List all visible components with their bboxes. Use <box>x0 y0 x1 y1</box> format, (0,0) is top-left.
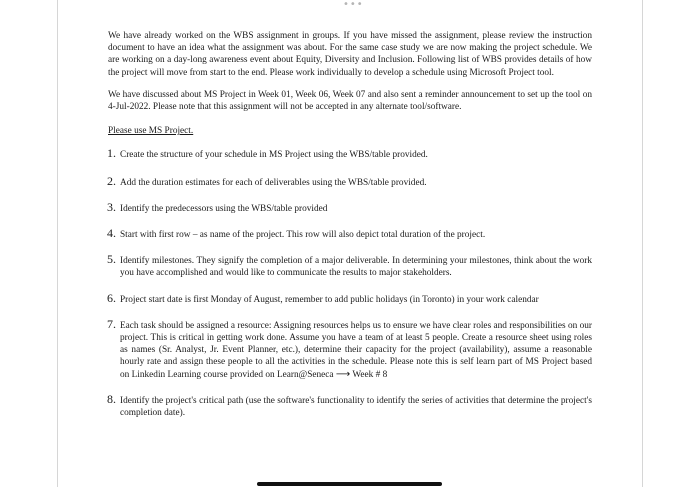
ms-project-paragraph: We have discussed about MS Project in Week 01, Week 06, Week 07 and also sent a reminder announcement to set up the tool on 4-Jul-2022. Please note that this assignment will not be accepted in any alternate tool/software. <box>108 89 592 113</box>
horizontal-scrollbar[interactable] <box>257 482 442 486</box>
task-text: Identify milestones. They signify the completion of a major deliverable. In determining your milestones, think about the work you have accomplished and would like to communicate the results to major stakeholders. <box>120 256 592 279</box>
task-number: 6. <box>107 290 116 305</box>
task-text: Start with first row – as name of the project. This row will also depict total duration of the project. <box>120 230 486 241</box>
left-page-border <box>57 0 58 487</box>
task-item <box>107 290 592 306</box>
task-item <box>107 316 592 381</box>
document-body <box>108 30 592 419</box>
task-number: 2. <box>107 173 116 188</box>
task-text-wrapper <box>120 320 592 381</box>
task-item <box>107 173 592 189</box>
intro-paragraph: We have already worked on the WBS assignment in groups. If you have missed the assignment, please review the instruction document to have an idea what the assignment was about. For the same case study we are now making the project schedule. We are working on a day-long awareness event about Equity, Diversity and Inclusion. Following list of WBS provides details of how the project will move from start to the end. Please work individually to develop a schedule using Microsoft Project tool. <box>108 31 592 78</box>
task-text: Project start date is first Monday of August, remember to add public holidays (in Toronto) in your work calendar <box>120 294 539 305</box>
task-number: 8. <box>107 391 116 406</box>
task-number: 4. <box>107 226 116 241</box>
task-number: 3. <box>107 199 116 214</box>
task-item <box>107 199 592 215</box>
please-use-heading: Please use MS Project. <box>108 126 194 137</box>
task-item <box>107 252 592 279</box>
task-text: Identify the predecessors using the WBS/table provided <box>120 203 328 214</box>
task-number: 5. <box>107 252 116 267</box>
task-item <box>107 146 592 161</box>
arrow-icon: ⟶ <box>335 368 351 380</box>
task-text: Create the structure of your schedule in MS Project using the WBS/table provided. <box>120 150 428 161</box>
more-options-icon[interactable]: ••• <box>343 0 364 10</box>
task-item <box>107 226 592 241</box>
task-text: Add the duration estimates for each of deliverables using the WBS/table provided. <box>120 177 427 188</box>
task-item <box>107 391 592 419</box>
week-reference: Week # 8 <box>352 369 388 380</box>
task-text: Identify the project's critical path (use the software's functionality to identify the series of activities that determine the project's completion date). <box>120 395 592 419</box>
task-list <box>107 146 592 419</box>
task-number: 1. <box>107 146 116 161</box>
task-text: Each task should be assigned a resource: Assigning resources helps us to ensure we have clear roles and responsibilities on our project. This is critical in getting work done. Assume you have a team of at least 5 people. Create a resource sheet using roles as names (Sr. Analyst, Jr. Event Planner, etc.), determine their capacity for the project (availability), assume a reasonable hourly rate and assign these people to all the activities in the schedule. Please note this is self learn part of MS Project based on Linkedin Learning course provided on Learn@Seneca <box>120 320 592 380</box>
right-page-border <box>642 0 643 487</box>
task-number: 7. <box>107 316 116 331</box>
